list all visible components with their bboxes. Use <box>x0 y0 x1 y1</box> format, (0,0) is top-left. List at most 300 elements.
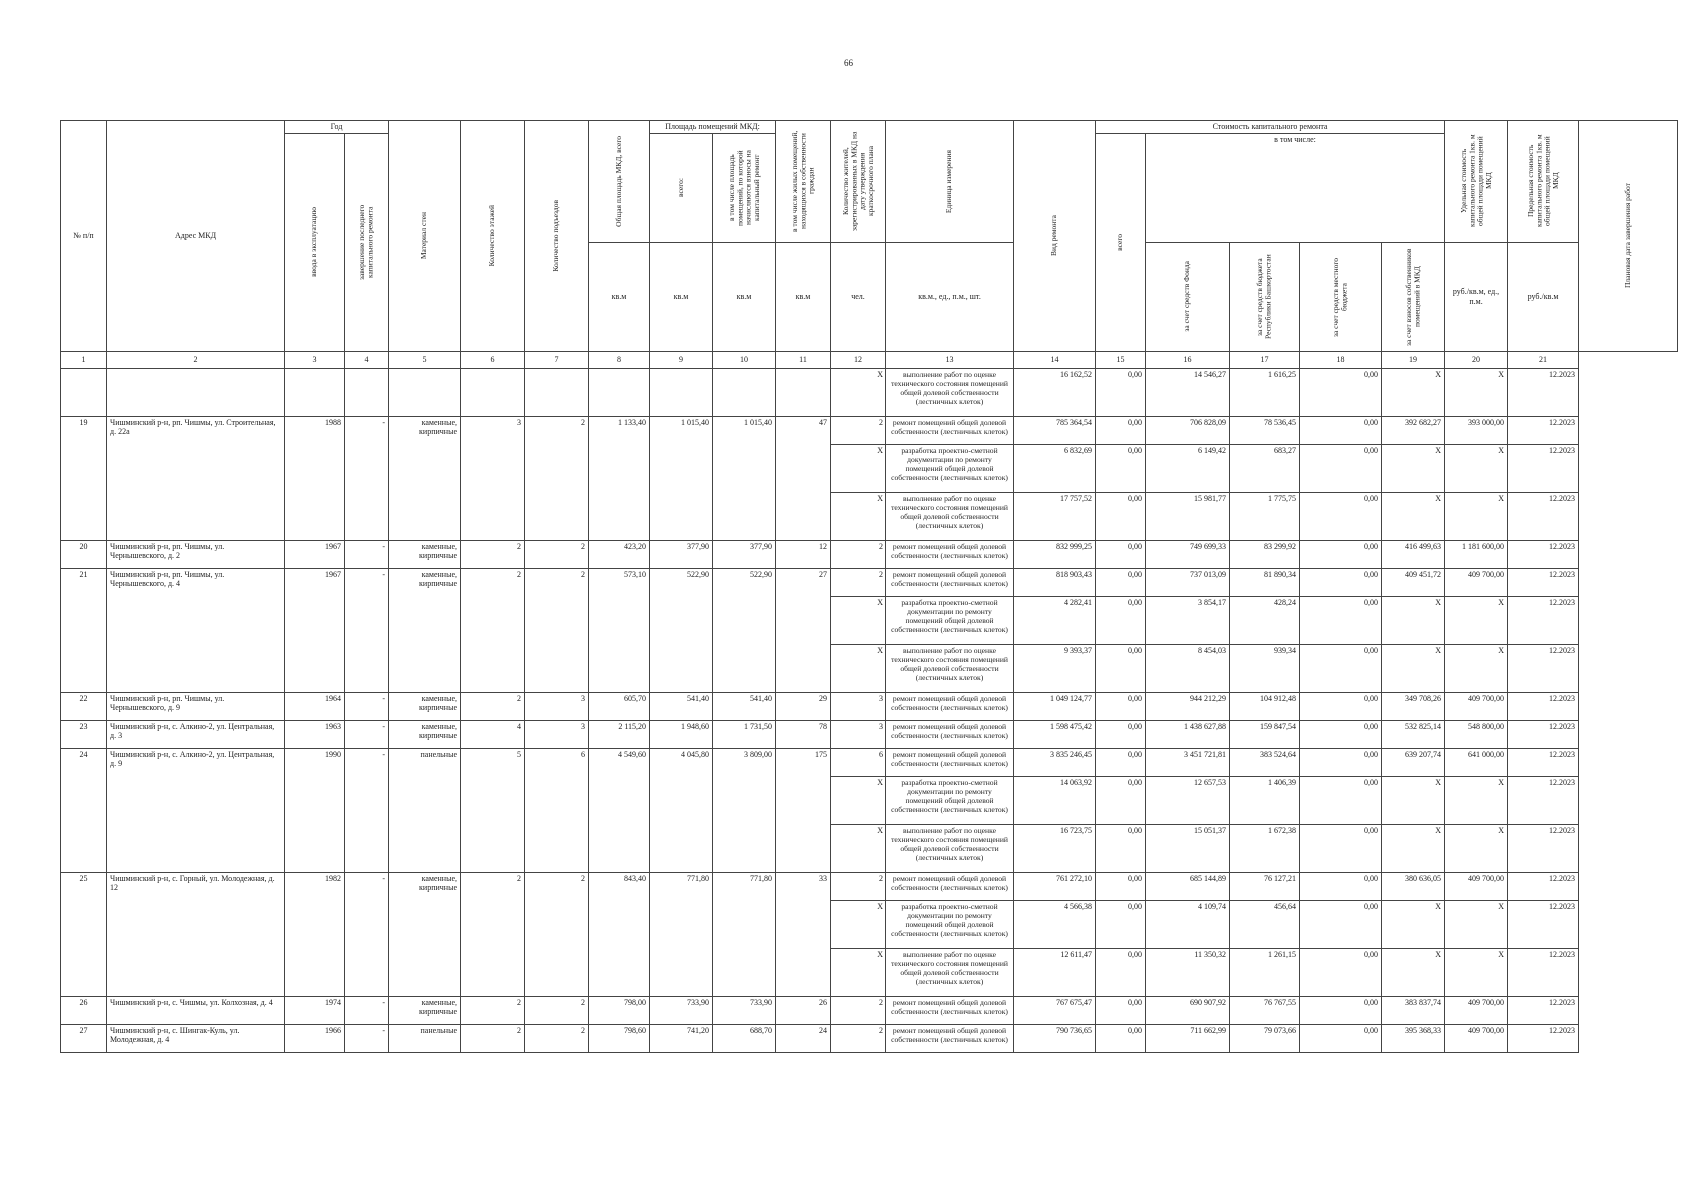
cost-fund: 0,00 <box>1096 720 1146 748</box>
cost-fund: 0,00 <box>1096 824 1146 872</box>
building-repair-year: - <box>345 1024 389 1052</box>
cost-local: 428,24 <box>1230 596 1300 644</box>
building-entrances: 2 <box>525 540 589 568</box>
building-row <box>61 540 1678 568</box>
building-year: 1988 <box>285 416 345 540</box>
limit-cost: X <box>1445 492 1508 540</box>
building-premises-total <box>650 368 713 416</box>
cost-owners: 0,00 <box>1300 776 1382 824</box>
cost-total: 14 063,92 <box>1014 776 1096 824</box>
building-repair-year: - <box>345 540 389 568</box>
cost-local: 1 261,15 <box>1230 948 1300 996</box>
unit-residents: чел. <box>831 242 886 351</box>
building-row <box>61 872 1678 900</box>
header-cost-local-text: за счет средств местного бюджета <box>1331 257 1349 337</box>
unit-premises-repair: кв.м <box>776 242 831 351</box>
building-repair-year: - <box>345 416 389 540</box>
building-residents: 26 <box>776 996 831 1024</box>
page-number: 66 <box>844 58 853 68</box>
unit-cost: X <box>1382 596 1445 644</box>
building-entrances: 6 <box>525 748 589 872</box>
limit-cost: X <box>1445 644 1508 692</box>
work-type: ремонт помещений общей долевой собственности (лестничных клеток) <box>886 568 1014 596</box>
header-work-type <box>1014 121 1096 352</box>
building-repair-year: - <box>345 996 389 1024</box>
cost-republic: 944 212,29 <box>1146 692 1230 720</box>
cost-owners: 0,00 <box>1300 596 1382 644</box>
building-premises-total: 1 015,40 <box>650 416 713 540</box>
unit-cost: 380 636,05 <box>1382 872 1445 900</box>
cost-republic: 685 144,89 <box>1146 872 1230 900</box>
building-premises-total: 1 948,60 <box>650 720 713 748</box>
cost-local: 76 767,55 <box>1230 996 1300 1024</box>
column-number: 5 <box>389 351 461 368</box>
column-numbers-row <box>61 351 1678 368</box>
deadline-date: 12.2023 <box>1508 1024 1579 1052</box>
building-address: Чишминский р-н, с. Алкино-2, ул. Центральная, д. 3 <box>107 720 285 748</box>
building-address: Чишминский р-н, с. Горный, ул. Молодежная, д. 12 <box>107 872 285 996</box>
building-year: 1967 <box>285 568 345 692</box>
header-limit-cost-text: Предельная стоимость капитального ремонта 1кв. м общей площади помещений МКД <box>1525 135 1560 228</box>
header-total-area <box>589 121 650 243</box>
cost-fund: 0,00 <box>1096 900 1146 948</box>
building-premises-total: 741,20 <box>650 1024 713 1052</box>
unit-area: кв.м <box>589 242 650 351</box>
header-year-commission <box>285 133 345 351</box>
building-entrances <box>525 368 589 416</box>
building-num: 20 <box>61 540 107 568</box>
building-repair-year <box>345 368 389 416</box>
building-row <box>61 568 1678 596</box>
header-total-area-text: Общая площадь МКД, всего <box>613 135 623 227</box>
cost-local: 939,34 <box>1230 644 1300 692</box>
building-premises-repair: 3 809,00 <box>713 748 776 872</box>
building-area: 1 133,40 <box>589 416 650 540</box>
cost-local: 683,27 <box>1230 444 1300 492</box>
deadline-date: 12.2023 <box>1508 720 1579 748</box>
building-residents: 12 <box>776 540 831 568</box>
deadline-date: 12.2023 <box>1508 596 1579 644</box>
limit-cost: X <box>1445 368 1508 416</box>
cost-republic: 4 109,74 <box>1146 900 1230 948</box>
building-entrances: 3 <box>525 720 589 748</box>
building-floors: 2 <box>461 568 525 692</box>
header-address: Адрес МКД <box>107 121 285 352</box>
column-number: 3 <box>285 351 345 368</box>
limit-cost: X <box>1445 776 1508 824</box>
work-unit: X <box>831 776 886 824</box>
column-number: 10 <box>713 351 776 368</box>
building-address: Чишминский р-н, рп. Чишмы, ул. Строительная, д. 22а <box>107 416 285 540</box>
building-material: каменные, кирпичные <box>389 416 461 540</box>
building-floors: 2 <box>461 996 525 1024</box>
cost-fund: 0,00 <box>1096 692 1146 720</box>
header-cost-fund-text: за счет средств Фонда <box>1182 261 1192 332</box>
building-premises-total: 541,40 <box>650 692 713 720</box>
building-address: Чишминский р-н, рп. Чишмы, ул. Чернышевского, д. 2 <box>107 540 285 568</box>
building-area: 798,60 <box>589 1024 650 1052</box>
building-year: 1982 <box>285 872 345 996</box>
deadline-date: 12.2023 <box>1508 996 1579 1024</box>
deadline-date: 12.2023 <box>1508 444 1579 492</box>
cost-total: 17 757,52 <box>1014 492 1096 540</box>
building-address: Чишминский р-н, рп. Чишмы, ул. Чернышевского, д. 9 <box>107 692 285 720</box>
header-entrances <box>525 121 589 352</box>
deadline-date: 12.2023 <box>1508 416 1579 444</box>
limit-cost: X <box>1445 900 1508 948</box>
cost-total: 4 282,41 <box>1014 596 1096 644</box>
building-repair-year: - <box>345 568 389 692</box>
work-unit: X <box>831 492 886 540</box>
work-type: ремонт помещений общей долевой собственности (лестничных клеток) <box>886 748 1014 776</box>
building-premises-repair: 522,90 <box>713 568 776 692</box>
unit-cost: 392 682,27 <box>1382 416 1445 444</box>
cost-republic: 3 854,17 <box>1146 596 1230 644</box>
building-floors: 2 <box>461 540 525 568</box>
building-row <box>61 748 1678 776</box>
repair-plan-table <box>60 120 1678 1053</box>
deadline-date: 12.2023 <box>1508 948 1579 996</box>
cost-republic: 749 699,33 <box>1146 540 1230 568</box>
building-residents: 175 <box>776 748 831 872</box>
unit-measure: кв.м., ед., п.м., шт. <box>886 242 1014 351</box>
cost-owners: 0,00 <box>1300 948 1382 996</box>
work-type: выполнение работ по оценке технического состояния помещений общей долевой собственности (лестничных клеток) <box>886 492 1014 540</box>
cost-republic: 1 438 627,88 <box>1146 720 1230 748</box>
building-area <box>589 368 650 416</box>
column-number: 16 <box>1146 351 1230 368</box>
cost-local: 1 775,75 <box>1230 492 1300 540</box>
building-row <box>61 720 1678 748</box>
building-residents: 29 <box>776 692 831 720</box>
cost-republic: 690 907,92 <box>1146 996 1230 1024</box>
header-year-last-repair <box>345 133 389 351</box>
cost-fund: 0,00 <box>1096 748 1146 776</box>
cost-republic: 6 149,42 <box>1146 444 1230 492</box>
header-premises-group: Площадь помещений МКД: <box>650 121 776 134</box>
building-num: 24 <box>61 748 107 872</box>
building-area: 605,70 <box>589 692 650 720</box>
work-type: ремонт помещений общей долевой собственности (лестничных клеток) <box>886 416 1014 444</box>
building-residents <box>776 368 831 416</box>
building-premises-repair: 1 015,40 <box>713 416 776 540</box>
building-area: 798,00 <box>589 996 650 1024</box>
building-repair-year: - <box>345 872 389 996</box>
cost-owners: 0,00 <box>1300 368 1382 416</box>
cost-local: 78 536,45 <box>1230 416 1300 444</box>
header-premises-repair-text: в том числе площадь помещений, по которой начисляются взносы на капитальный ремонт <box>726 149 761 226</box>
header-cost-owners <box>1382 242 1445 351</box>
cost-local: 456,64 <box>1230 900 1300 948</box>
building-year: 1990 <box>285 748 345 872</box>
cost-total: 1 049 124,77 <box>1014 692 1096 720</box>
unit-unit-cost: руб./кв.м, ед., п.м. <box>1445 242 1508 351</box>
header-year-last-repair-text: завершение последнего капитального ремонта <box>357 204 375 280</box>
building-address: Чишминский р-н, рп. Чишмы, ул. Чернышевского, д. 4 <box>107 568 285 692</box>
work-type: выполнение работ по оценке технического состояния помещений общей долевой собственности (лестничных клеток) <box>886 824 1014 872</box>
work-unit: X <box>831 596 886 644</box>
building-area: 843,40 <box>589 872 650 996</box>
cost-fund: 0,00 <box>1096 416 1146 444</box>
deadline-date: 12.2023 <box>1508 540 1579 568</box>
header-entrances-text: Количество подъездов <box>551 199 561 272</box>
building-year: 1963 <box>285 720 345 748</box>
header-unit-text: Единица измерения <box>944 149 954 213</box>
cost-owners: 0,00 <box>1300 416 1382 444</box>
building-repair-year: - <box>345 720 389 748</box>
work-unit: 2 <box>831 872 886 900</box>
header-premises-total <box>650 133 713 242</box>
building-material: панельные <box>389 748 461 872</box>
cost-total: 9 393,37 <box>1014 644 1096 692</box>
work-unit: 2 <box>831 1024 886 1052</box>
building-row <box>61 692 1678 720</box>
cost-local: 1 406,39 <box>1230 776 1300 824</box>
unit-cost: X <box>1382 948 1445 996</box>
limit-cost: 409 700,00 <box>1445 692 1508 720</box>
cost-total: 4 566,38 <box>1014 900 1096 948</box>
column-number: 19 <box>1382 351 1445 368</box>
work-unit: 6 <box>831 748 886 776</box>
column-number: 21 <box>1508 351 1579 368</box>
cost-owners: 0,00 <box>1300 692 1382 720</box>
unit-premises-owned: кв.м <box>713 242 776 351</box>
cost-republic: 3 451 721,81 <box>1146 748 1230 776</box>
cost-owners: 0,00 <box>1300 720 1382 748</box>
work-unit: X <box>831 948 886 996</box>
column-number: 4 <box>345 351 389 368</box>
building-floors: 2 <box>461 692 525 720</box>
header-cost-republic <box>1230 242 1300 351</box>
header-year-commission-text: ввода в эксплуатацию <box>309 207 319 278</box>
column-number: 13 <box>886 351 1014 368</box>
work-unit: 3 <box>831 720 886 748</box>
building-material: каменные, кирпичные <box>389 720 461 748</box>
cost-local: 81 890,34 <box>1230 568 1300 596</box>
cost-total: 767 675,47 <box>1014 996 1096 1024</box>
building-material: каменные, кирпичные <box>389 996 461 1024</box>
building-area: 423,20 <box>589 540 650 568</box>
header-work-type-text: Вид ремонта <box>1049 215 1059 257</box>
building-year <box>285 368 345 416</box>
cost-republic: 12 657,53 <box>1146 776 1230 824</box>
building-num: 27 <box>61 1024 107 1052</box>
work-unit: X <box>831 368 886 416</box>
building-floors: 5 <box>461 748 525 872</box>
cost-republic: 706 828,09 <box>1146 416 1230 444</box>
work-type: разработка проектно-сметной документации по ремонту помещений общей долевой собственности (лестничных клеток) <box>886 776 1014 824</box>
building-num: 22 <box>61 692 107 720</box>
cost-fund: 0,00 <box>1096 368 1146 416</box>
cost-fund: 0,00 <box>1096 596 1146 644</box>
building-material: каменные, кирпичные <box>389 872 461 996</box>
unit-cost: 639 207,74 <box>1382 748 1445 776</box>
work-unit: X <box>831 444 886 492</box>
building-area: 2 115,20 <box>589 720 650 748</box>
building-floors <box>461 368 525 416</box>
unit-cost: X <box>1382 444 1445 492</box>
limit-cost: 409 700,00 <box>1445 872 1508 900</box>
cost-local: 104 912,48 <box>1230 692 1300 720</box>
header-premises-total-text: всего: <box>675 178 685 198</box>
building-premises-repair: 1 731,50 <box>713 720 776 748</box>
building-row <box>61 1024 1678 1052</box>
cost-fund: 0,00 <box>1096 492 1146 540</box>
building-repair-year: - <box>345 692 389 720</box>
deadline-date: 12.2023 <box>1508 900 1579 948</box>
cost-republic: 15 051,37 <box>1146 824 1230 872</box>
work-unit: 2 <box>831 416 886 444</box>
limit-cost: 393 000,00 <box>1445 416 1508 444</box>
header-unit-cost-text: Удельная стоимость капитального ремонта 1кв. м общей площади помещений МКД <box>1458 135 1493 228</box>
building-year: 1964 <box>285 692 345 720</box>
deadline-date: 12.2023 <box>1508 824 1579 872</box>
work-type: ремонт помещений общей долевой собственности (лестничных клеток) <box>886 996 1014 1024</box>
work-type: ремонт помещений общей долевой собственности (лестничных клеток) <box>886 872 1014 900</box>
limit-cost: 548 800,00 <box>1445 720 1508 748</box>
limit-cost: X <box>1445 444 1508 492</box>
header-year-group: Год <box>285 121 389 134</box>
building-material: каменные, кирпичные <box>389 568 461 692</box>
deadline-date: 12.2023 <box>1508 644 1579 692</box>
column-number: 11 <box>776 351 831 368</box>
header-cost-owners-text: за счет взносов собственников помещений в МКД <box>1403 247 1422 346</box>
building-material: каменные, кирпичные <box>389 540 461 568</box>
building-premises-total: 771,80 <box>650 872 713 996</box>
cost-owners: 0,00 <box>1300 872 1382 900</box>
unit-cost: 532 825,14 <box>1382 720 1445 748</box>
cost-fund: 0,00 <box>1096 540 1146 568</box>
header-premises-owned <box>776 121 831 243</box>
header-floors-text: Количество этажей <box>487 205 497 267</box>
unit-cost: X <box>1382 368 1445 416</box>
building-premises-total: 733,90 <box>650 996 713 1024</box>
column-number: 9 <box>650 351 713 368</box>
column-number: 12 <box>831 351 886 368</box>
building-num: 26 <box>61 996 107 1024</box>
work-unit: 2 <box>831 568 886 596</box>
cost-owners: 0,00 <box>1300 492 1382 540</box>
cost-local: 76 127,21 <box>1230 872 1300 900</box>
header-cost-local <box>1300 242 1382 351</box>
building-premises-repair: 771,80 <box>713 872 776 996</box>
building-premises-total: 377,90 <box>650 540 713 568</box>
cost-owners: 0,00 <box>1300 540 1382 568</box>
building-address: Чишминский р-н, с. Чишмы, ул. Колхозная, д. 4 <box>107 996 285 1024</box>
cost-fund: 0,00 <box>1096 996 1146 1024</box>
building-year: 1966 <box>285 1024 345 1052</box>
building-material: каменные, кирпичные <box>389 692 461 720</box>
cost-total: 1 598 475,42 <box>1014 720 1096 748</box>
cost-owners: 0,00 <box>1300 748 1382 776</box>
deadline-date: 12.2023 <box>1508 568 1579 596</box>
unit-limit-cost: руб./кв.м <box>1508 242 1579 351</box>
building-floors: 3 <box>461 416 525 540</box>
column-number: 18 <box>1300 351 1382 368</box>
building-area: 4 549,60 <box>589 748 650 872</box>
header-floors <box>461 121 525 352</box>
unit-cost: 383 837,74 <box>1382 996 1445 1024</box>
deadline-date: 12.2023 <box>1508 368 1579 416</box>
column-number: 15 <box>1096 351 1146 368</box>
header-cost-republic-text: за счет средств бюджета Республики Башкортостан <box>1255 254 1273 339</box>
column-number: 14 <box>1014 351 1096 368</box>
deadline-date: 12.2023 <box>1508 692 1579 720</box>
cost-total: 3 835 246,45 <box>1014 748 1096 776</box>
building-floors: 2 <box>461 872 525 996</box>
deadline-date: 12.2023 <box>1508 776 1579 824</box>
cost-owners: 0,00 <box>1300 996 1382 1024</box>
cost-total: 12 611,47 <box>1014 948 1096 996</box>
work-type: ремонт помещений общей долевой собственности (лестничных клеток) <box>886 540 1014 568</box>
cost-fund: 0,00 <box>1096 644 1146 692</box>
building-residents: 33 <box>776 872 831 996</box>
limit-cost: X <box>1445 824 1508 872</box>
unit-cost: X <box>1382 776 1445 824</box>
unit-cost: 395 368,33 <box>1382 1024 1445 1052</box>
cost-republic: 15 981,77 <box>1146 492 1230 540</box>
work-type: ремонт помещений общей долевой собственности (лестничных клеток) <box>886 720 1014 748</box>
cost-local: 83 299,92 <box>1230 540 1300 568</box>
header-premises-owned-text: в том числе жилых помещений, находящихся в собственности граждан <box>789 130 816 232</box>
work-unit: X <box>831 644 886 692</box>
cost-total: 6 832,69 <box>1014 444 1096 492</box>
deadline-date: 12.2023 <box>1508 872 1579 900</box>
building-row <box>61 368 1678 416</box>
building-premises-repair: 688,70 <box>713 1024 776 1052</box>
cost-total: 16 723,75 <box>1014 824 1096 872</box>
building-premises-total: 522,90 <box>650 568 713 692</box>
cost-total: 16 162,52 <box>1014 368 1096 416</box>
building-num <box>61 368 107 416</box>
building-residents: 47 <box>776 416 831 540</box>
building-year: 1974 <box>285 996 345 1024</box>
header-limit-cost <box>1508 121 1579 243</box>
limit-cost: 409 700,00 <box>1445 1024 1508 1052</box>
column-number: 17 <box>1230 351 1300 368</box>
building-residents: 24 <box>776 1024 831 1052</box>
building-floors: 4 <box>461 720 525 748</box>
column-number: 20 <box>1445 351 1508 368</box>
header-cost-total-text: всего <box>1115 233 1125 251</box>
building-premises-repair: 377,90 <box>713 540 776 568</box>
limit-cost: X <box>1445 596 1508 644</box>
cost-local: 1 672,38 <box>1230 824 1300 872</box>
header-residents-text: Количество жителей, зарегистрированных в МКД на дату утверждения краткосрочного плана <box>840 131 875 231</box>
column-number: 6 <box>461 351 525 368</box>
cost-republic: 11 350,32 <box>1146 948 1230 996</box>
header-unit-cost <box>1445 121 1508 243</box>
unit-cost: X <box>1382 492 1445 540</box>
cost-owners: 0,00 <box>1300 444 1382 492</box>
limit-cost: 641 000,00 <box>1445 748 1508 776</box>
limit-cost: X <box>1445 948 1508 996</box>
limit-cost: 409 700,00 <box>1445 568 1508 596</box>
cost-owners: 0,00 <box>1300 824 1382 872</box>
cost-republic: 737 013,09 <box>1146 568 1230 596</box>
cost-republic: 711 662,99 <box>1146 1024 1230 1052</box>
work-unit: X <box>831 900 886 948</box>
building-row <box>61 996 1678 1024</box>
work-unit: 3 <box>831 692 886 720</box>
cost-owners: 0,00 <box>1300 1024 1382 1052</box>
building-address: Чишминский р-н, с. Шингак-Куль, ул. Молодежная, д. 4 <box>107 1024 285 1052</box>
limit-cost: 1 181 600,00 <box>1445 540 1508 568</box>
unit-premises-total: кв.м <box>650 242 713 351</box>
column-number: 7 <box>525 351 589 368</box>
building-address: Чишминский р-н, с. Алкино-2, ул. Центральная, д. 9 <box>107 748 285 872</box>
building-material <box>389 368 461 416</box>
